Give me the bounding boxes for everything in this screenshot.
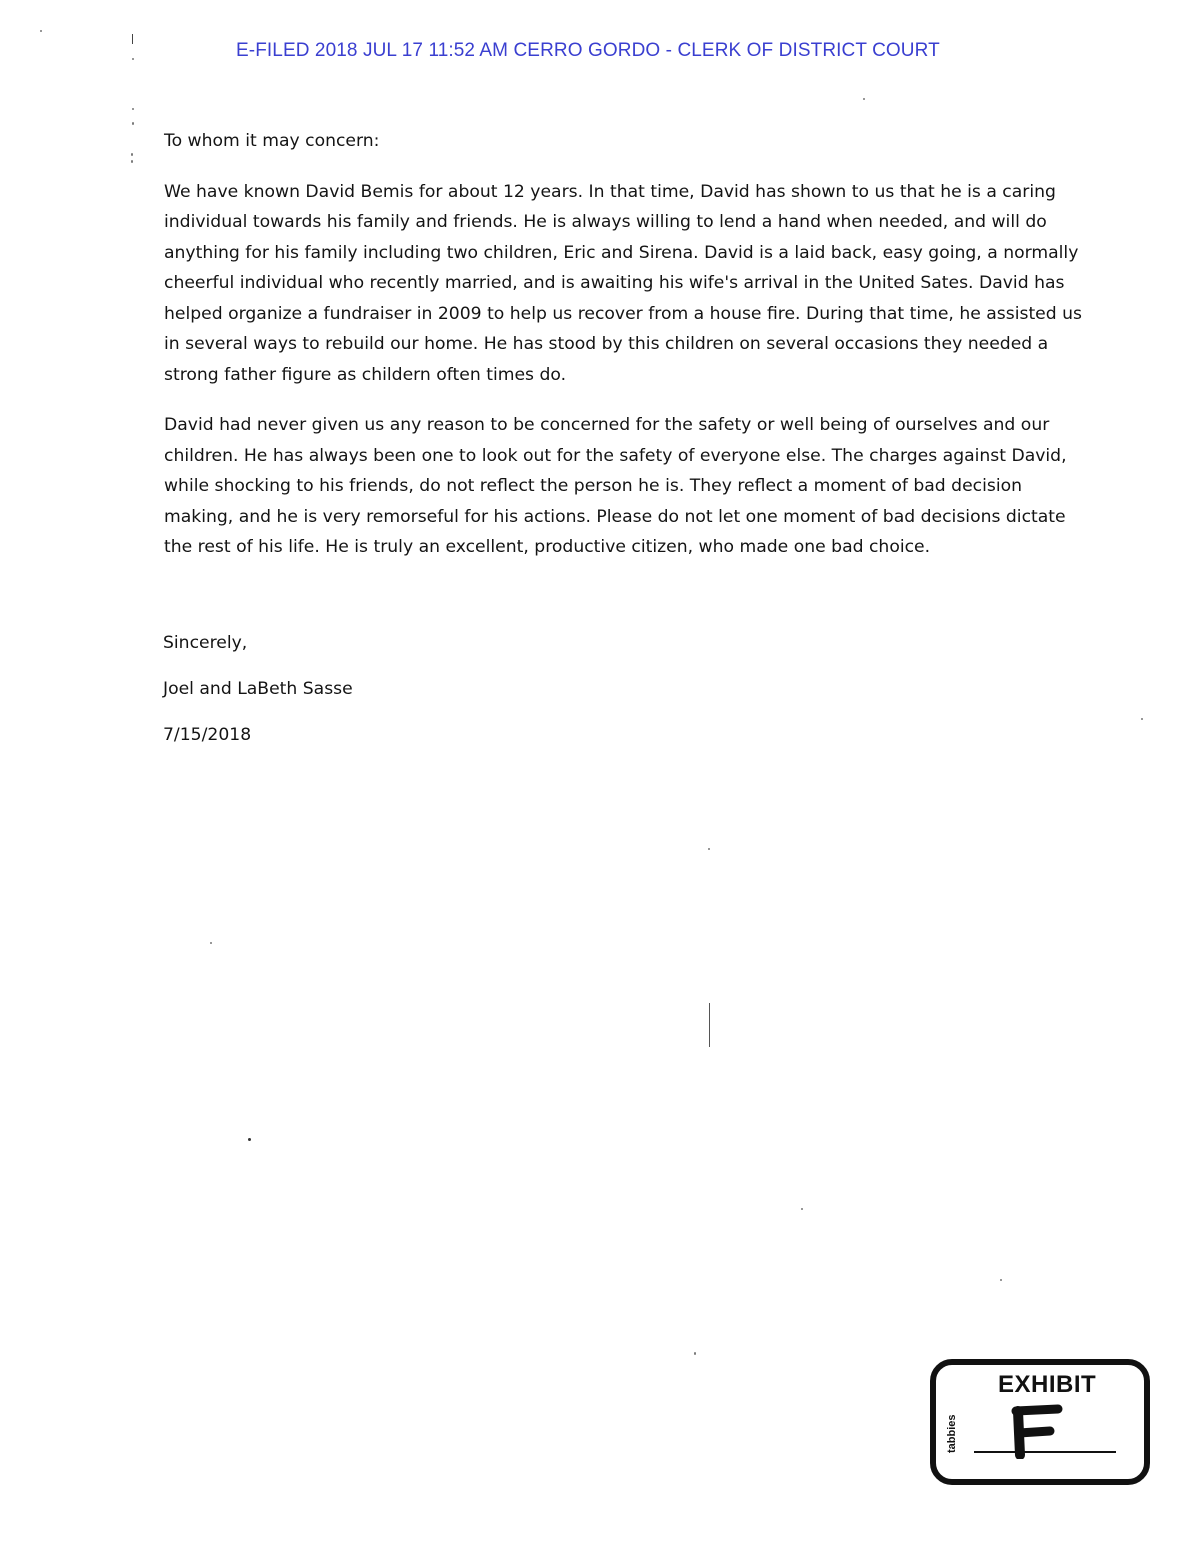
exhibit-brand-logo: [940, 1405, 970, 1455]
exhibit-brand-text: tabbies: [946, 1414, 958, 1453]
scan-speck: [863, 98, 865, 100]
paragraph-character: We have known David Bemis for about 12 years. In that time, David has shown to us that he is a caring individual towards his family and friends. He is always willing to lend a hand when needed, and will do anything for his family including two children, Eric and Sirena. David is a laid back, easy going, a normally cheerful individual who recently married, and is awaiting his wife's arrival in the United Sates. David has helped organize a fundraiser in 2009 to help us recover from a house fire. During that time, he assisted us in several ways to rebuild our home. He has stood by this children on several occasions they needed a strong father figure as childern often times do.: [164, 181, 1082, 385]
scan-mark: [132, 34, 133, 44]
scan-speck: [248, 1138, 251, 1141]
filing-stamp: E-FILED 2018 JUL 17 11:52 AM CERRO GORDO - CLERK OF DISTRICT COURT: [236, 40, 940, 61]
scan-speck: [694, 1352, 696, 1355]
scan-speck: [132, 108, 134, 110]
letter-closing: [163, 628, 353, 766]
scan-mark: [709, 1003, 710, 1047]
scan-speck: [1000, 1279, 1002, 1281]
letter-body: [164, 126, 1084, 583]
letter-date: 7/15/2018: [163, 725, 252, 745]
exhibit-sticker: [930, 1359, 1150, 1485]
scan-speck: [210, 942, 212, 944]
closing-phrase: Sincerely,: [163, 633, 248, 653]
salutation: To whom it may concern:: [164, 131, 380, 151]
exhibit-underline: [974, 1451, 1116, 1453]
scan-speck: [1141, 718, 1143, 720]
paragraph-charges: David had never given us any reason to be concerned for the safety or well being of ourselves and our children. He has always been one to look out for the safety of everyone else. The charges against David, while shocking to his friends, do not reflect the person he is. They reflect a moment of bad decision making, and he is very remorseful for his actions. Please do not let one moment of bad decisions dictate the rest of his life. He is truly an excellent, productive citizen, who made one bad choice.: [164, 415, 1067, 557]
scan-speck: [131, 153, 133, 156]
scan-speck: [132, 58, 134, 60]
scan-speck: [40, 30, 42, 32]
scan-speck: [131, 160, 133, 163]
scan-speck: [132, 122, 134, 125]
exhibit-title: EXHIBIT: [998, 1371, 1097, 1398]
scan-speck: [801, 1208, 803, 1210]
scan-speck: [708, 848, 710, 850]
signatories: Joel and LaBeth Sasse: [163, 679, 353, 699]
